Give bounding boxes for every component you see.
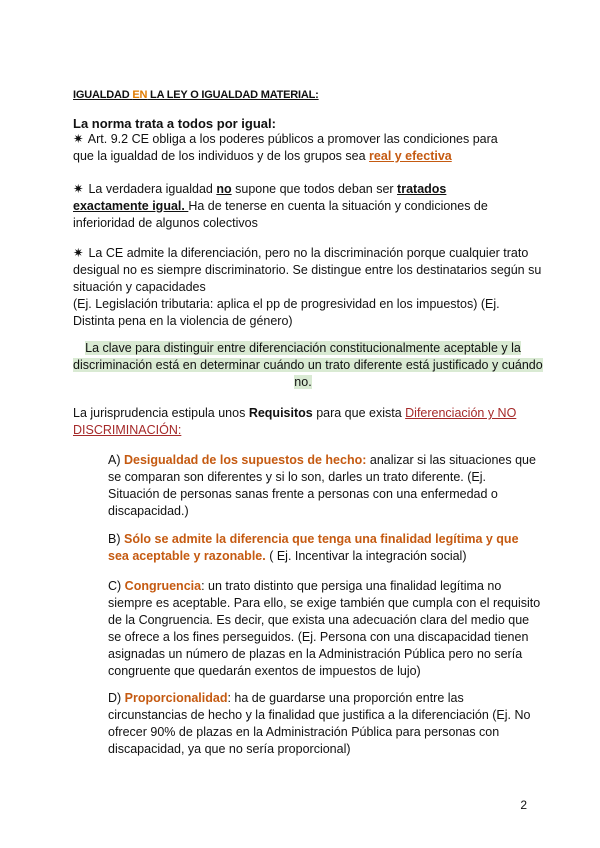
req-d-line-1: : ha de guardarse una proporción entre las [227, 691, 464, 705]
req-a-line-1: analizar si las situaciones que [366, 453, 536, 467]
req-a-prefix: A) [108, 453, 124, 467]
bullet-2-tratados: tratados [397, 182, 447, 196]
real-y-efectiva: real y efectiva [369, 149, 452, 163]
jurisprudence-paragraph [73, 405, 516, 439]
highlighted-key-paragraph [73, 340, 543, 391]
bullet-1-line-2: que la igualdad de los individuos y de los grupos sea [73, 149, 370, 163]
highlight-line-2: discriminación está en determinar cuándo un trato diferente está justificado y cuándo [73, 358, 543, 372]
requirement-d [108, 690, 533, 758]
bullet-2-text-a: La verdadera igualdad [88, 182, 217, 196]
req-c-line-5: asignadas un número de plazas en la Administración Pública pero no sería [108, 647, 523, 661]
title-part-1: IGUALDAD [73, 89, 133, 101]
requirement-c [108, 578, 541, 680]
req-d-line-4: discapacidad, ya que no sería proporcional) [108, 742, 351, 756]
req-a-heading: Desigualdad de los supuestos de hecho: [123, 453, 367, 467]
req-b-prefix: B) [108, 532, 124, 546]
req-a-line-2: se comparan son diferentes y si lo son, darles un trato diferente. (Ej. [108, 470, 486, 484]
bullet-3-line-1: La CE admite la diferenciación, pero no la discriminación porque cualquier trato [88, 246, 529, 260]
req-b-heading-1: Sólo se admite la diferencia que tenga una finalidad legítima y que [123, 532, 519, 546]
req-c-line-3: de la Congruencia. Es decir, que exista una adecuación clara del medio que [108, 613, 530, 627]
req-a-line-3: Situación de personas sanas frente a personas con una enfermedad o [108, 487, 498, 501]
req-d-prefix: D) [108, 691, 125, 705]
bullet-3-line-2: desigual no es siempre discriminatorio. Se distingue entre los destinatarios según su [73, 263, 542, 277]
bullet-2-exactamente: exactamente igual. [73, 199, 189, 213]
bullet-3-line-4: (Ej. Legislación tributaria: aplica el pp de progresividad en los impuestos) (Ej. [73, 297, 500, 311]
req-b-line-2: ( Ej. Incentivar la integración social) [265, 549, 467, 563]
star-bullet-icon: ✷ [73, 132, 84, 146]
bullet-2-line-2: Ha de tenerse en cuenta la situación y condiciones de [188, 199, 488, 213]
page-number: 2 [520, 798, 527, 812]
title-part-2: EN [132, 89, 148, 101]
juris-text-c: para que exista [312, 406, 406, 420]
bullet-1-line-1: Art. 9.2 CE obliga a los poderes públicos a promover las condiciones para [87, 132, 498, 146]
req-d-heading: Proporcionalidad [124, 691, 228, 705]
highlight-line-1: La clave para distinguir entre diferenciación constitucionalmente aceptable y la [85, 341, 521, 355]
requirement-b [108, 531, 533, 565]
juris-discriminacion: DISCRIMINACIÓN: [73, 423, 182, 437]
req-c-heading: Congruencia [124, 579, 202, 593]
star-bullet-icon: ✷ [73, 182, 84, 196]
bullet-3-line-3: situación y capacidades [73, 280, 206, 294]
bullet-3 [73, 245, 542, 330]
star-bullet-icon: ✷ [73, 246, 84, 260]
req-c-prefix: C) [108, 579, 125, 593]
req-c-line-1: : un trato distinto que persiga una finalidad legítima no [201, 579, 502, 593]
req-d-line-3: ofrecer 90% de plazas en la Administración Pública para personas con [108, 725, 500, 739]
juris-diferenciacion: Diferenciación y NO [405, 406, 517, 420]
req-c-line-2: siempre es aceptable. Para ello, se exige también que cumpla con el requisito [108, 596, 541, 610]
juris-requisitos: Requisitos [248, 406, 313, 420]
bullet-2-text-c: supone que todos deban ser [231, 182, 398, 196]
bullet-2 [73, 181, 533, 232]
title-part-3: LA LEY O IGUALDAD MATERIAL: [147, 89, 319, 101]
req-a-line-4: discapacidad.) [108, 504, 189, 518]
bullet-3-line-5: Distinta pena en la violencia de género) [73, 314, 293, 328]
requirement-a [108, 452, 536, 520]
req-c-line-6: congruente que quedarán exentos de impuestos de lujo) [108, 664, 421, 678]
document-title [73, 87, 319, 104]
bullet-2-no: no [216, 182, 232, 196]
bullet-2-line-3: inferioridad de algunos colectivos [73, 216, 258, 230]
req-b-heading-2: sea aceptable y razonable. [108, 549, 266, 563]
section-heading: La norma trata a todos por igual: [73, 116, 276, 131]
highlight-line-3: no. [294, 375, 312, 389]
juris-text-a: La jurisprudencia estipula unos [73, 406, 249, 420]
req-c-line-4: se ofrece a los fines perseguidos. (Ej. Persona con una discapacidad tienen [108, 630, 529, 644]
bullet-1 [73, 131, 533, 165]
req-d-line-2: circunstancias de hecho y la finalidad que justifica a la diferenciación (Ej. No [108, 708, 531, 722]
